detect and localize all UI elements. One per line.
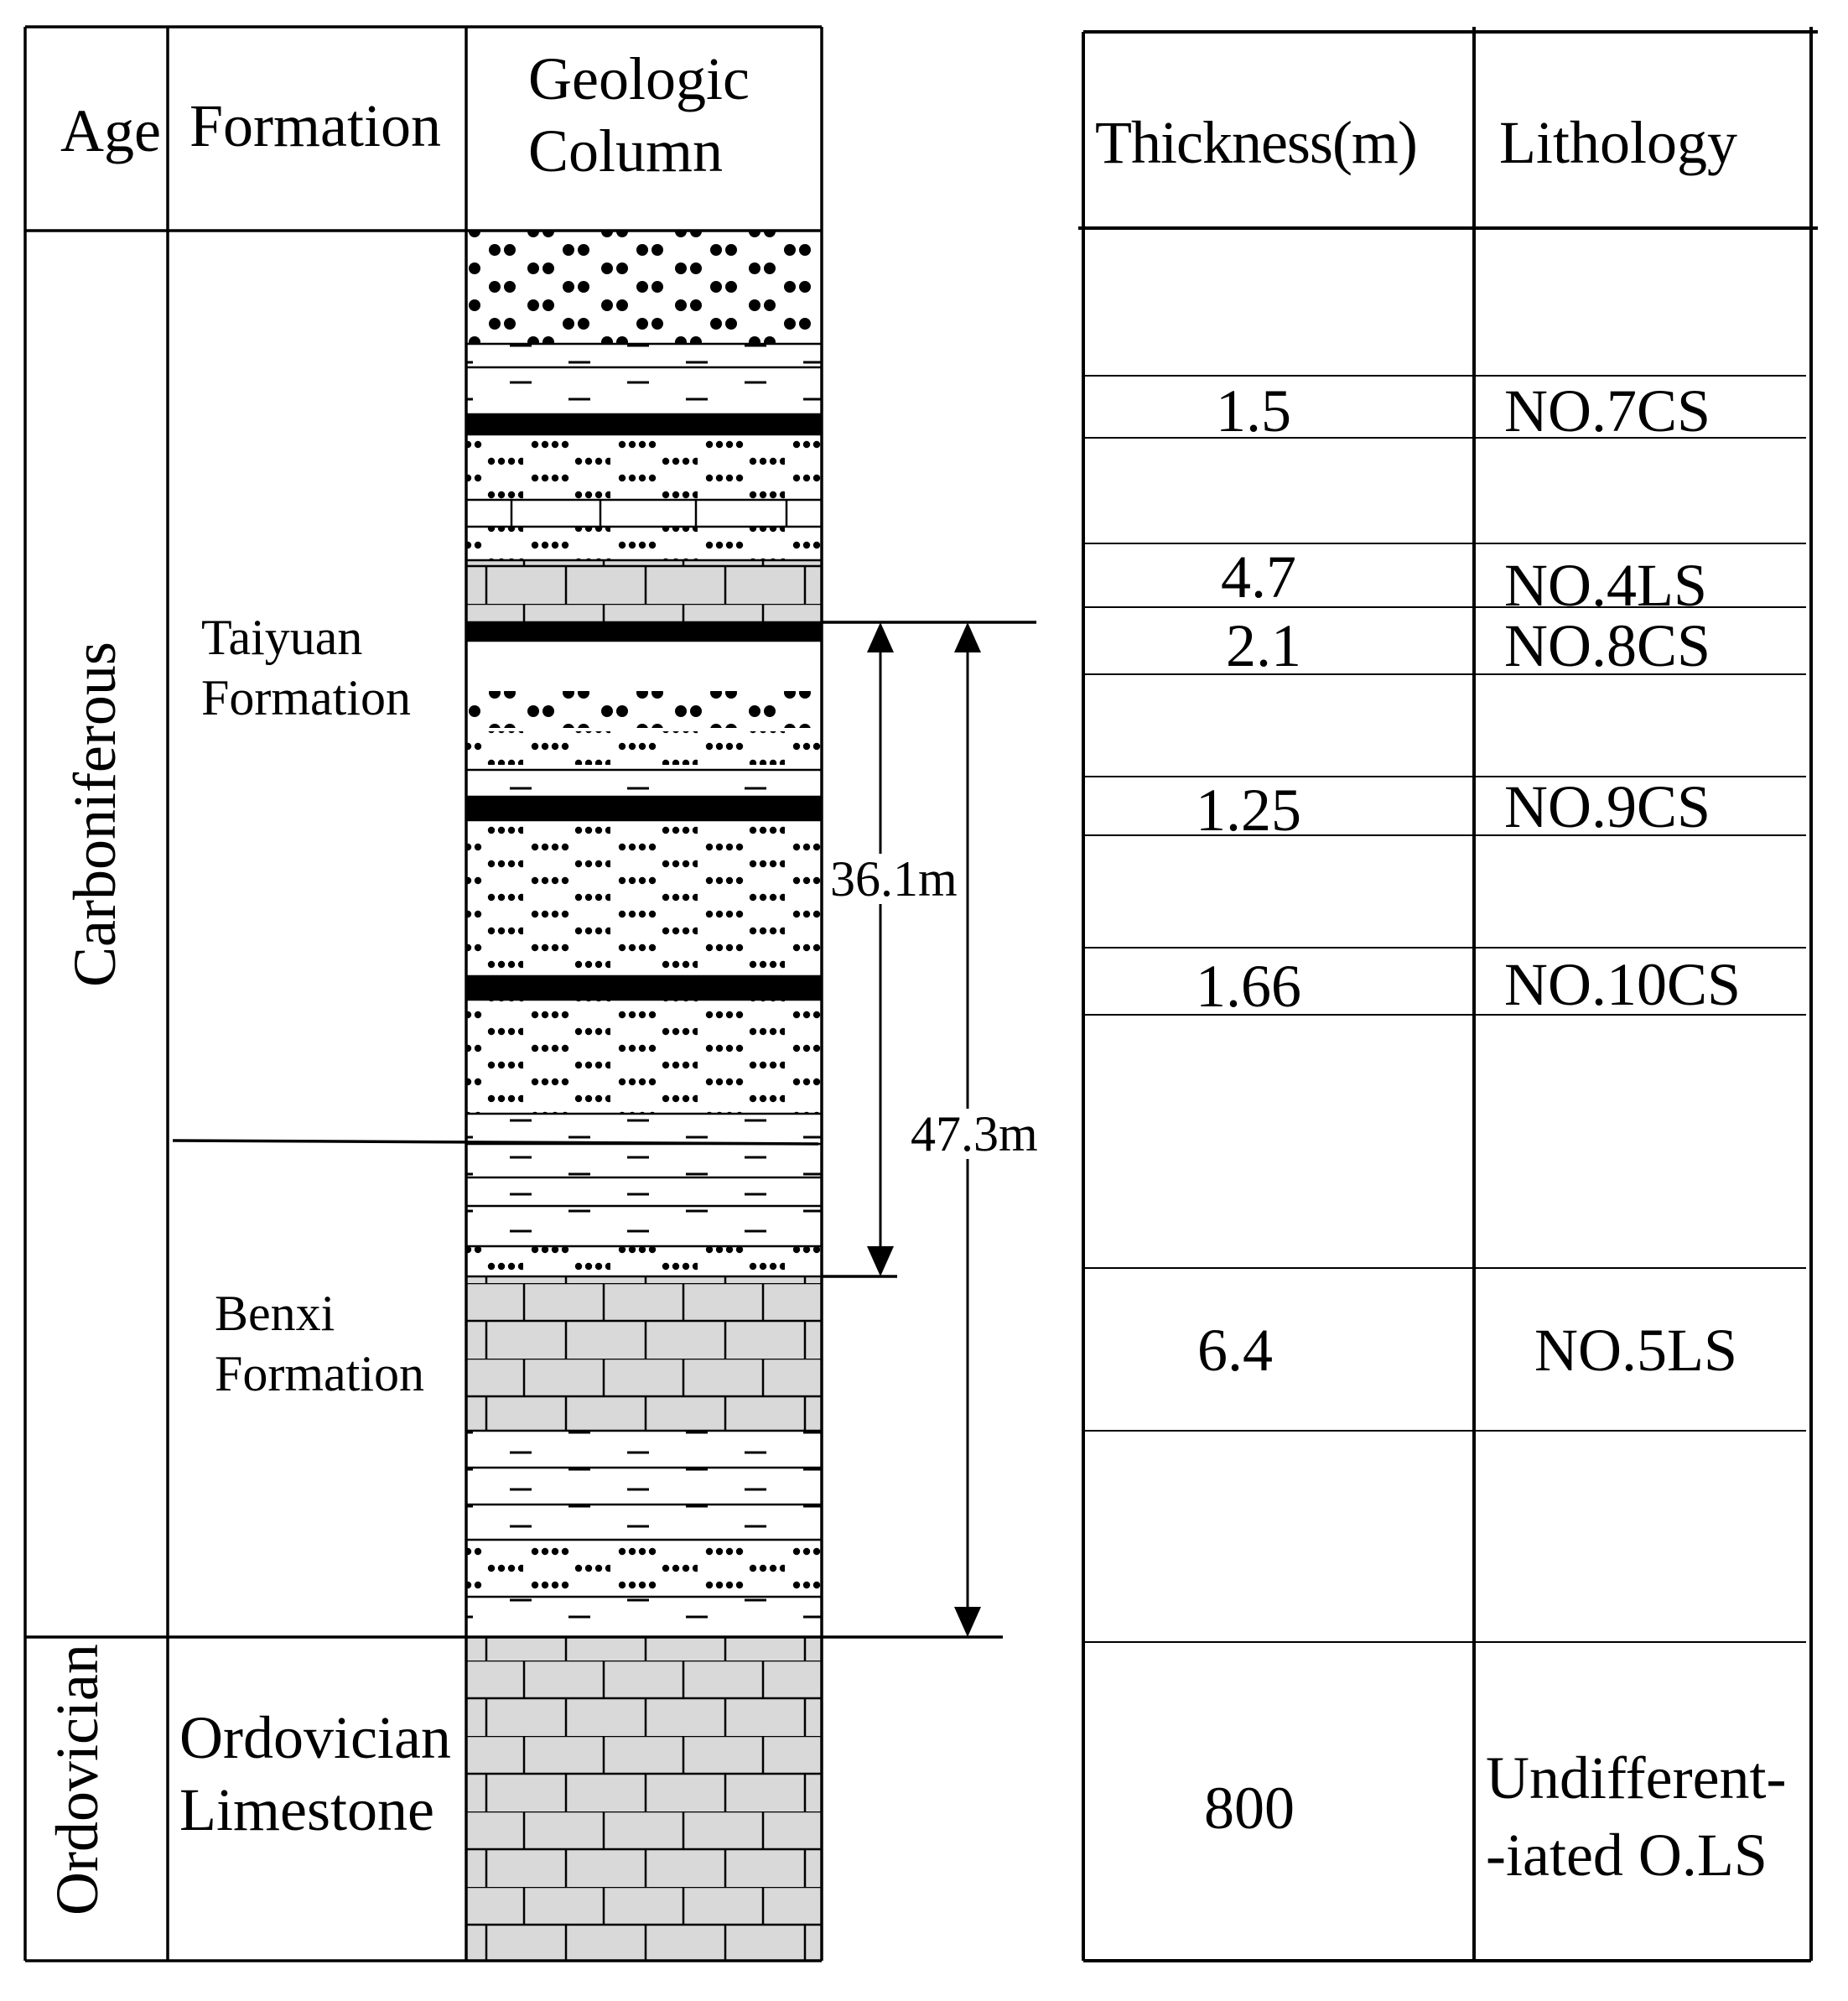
arrow-head-down bbox=[867, 1246, 894, 1276]
thickness-row-1: 1.5 bbox=[1216, 377, 1291, 444]
stratum-layer bbox=[466, 1276, 822, 1431]
stratum-layer bbox=[466, 1144, 822, 1177]
stratum-fill bbox=[466, 1246, 822, 1276]
stratum-layer bbox=[466, 1468, 822, 1505]
stratum-layer bbox=[466, 770, 822, 797]
stratum-layer bbox=[466, 976, 822, 1000]
thickness-row-2: 4.7 bbox=[1221, 543, 1296, 611]
stratum-layer bbox=[466, 367, 822, 414]
lithology-row-4: NO.9CS bbox=[1504, 773, 1711, 840]
stratum-fill bbox=[466, 1114, 822, 1144]
arrow-head-up bbox=[867, 622, 894, 652]
stratum-layer bbox=[466, 1177, 822, 1206]
header-lithology: Lithology bbox=[1499, 109, 1737, 176]
stratum-layer bbox=[466, 1206, 822, 1246]
stratum-layer bbox=[466, 622, 822, 641]
stratum-dots bbox=[466, 731, 822, 765]
stratum-layer bbox=[466, 1637, 822, 1961]
formation-ordovician-line1: Ordovician bbox=[179, 1704, 451, 1771]
interval-label-36: 36.1m bbox=[830, 851, 958, 907]
stratum-fill bbox=[466, 367, 822, 414]
stratum-layer bbox=[466, 1505, 822, 1540]
stratum-layer bbox=[466, 641, 822, 770]
stratum-layer bbox=[466, 820, 822, 976]
stratum-layer bbox=[466, 1597, 822, 1637]
stratum-fill bbox=[466, 797, 822, 820]
stratum-fill bbox=[466, 1637, 822, 1961]
stratum-fill bbox=[466, 622, 822, 641]
stratum-layer bbox=[466, 797, 822, 820]
interval-label-47: 47.3m bbox=[911, 1106, 1038, 1162]
thickness-row-6: 6.4 bbox=[1197, 1317, 1273, 1384]
stratum-fill bbox=[466, 414, 822, 434]
stratum-layer bbox=[466, 500, 822, 527]
stratum-layer bbox=[466, 231, 822, 344]
formation-benxi-line1: Benxi bbox=[215, 1286, 335, 1341]
stratum-layer bbox=[466, 1000, 822, 1114]
stratum-layer bbox=[466, 1114, 822, 1144]
lithology-row-5: NO.10CS bbox=[1504, 951, 1742, 1018]
stratum-layer bbox=[466, 1540, 822, 1597]
stratum-fill bbox=[466, 344, 822, 367]
stratum-fill bbox=[466, 1505, 822, 1540]
header-geologic-column-line2: Column bbox=[528, 117, 724, 185]
stratum-fill bbox=[466, 1597, 822, 1637]
stratum-fill bbox=[466, 1000, 822, 1114]
stratum-fill bbox=[466, 527, 822, 560]
formation-taiyuan-line2: Formation bbox=[201, 670, 411, 725]
stratum-dots bbox=[466, 691, 822, 728]
thickness-row-3: 2.1 bbox=[1226, 612, 1301, 679]
lithology-row-1: NO.7CS bbox=[1504, 377, 1711, 444]
stratum-layer bbox=[466, 434, 822, 500]
stratum-layer bbox=[466, 414, 822, 434]
formation-benxi-line2: Formation bbox=[215, 1346, 424, 1401]
lithology-row-7-line2: -iated O.LS bbox=[1486, 1822, 1768, 1889]
header-geologic-column-line1: Geologic bbox=[528, 45, 750, 112]
stratum-fill bbox=[466, 976, 822, 1000]
thickness-row-7: 800 bbox=[1204, 1775, 1295, 1842]
stratum-layer bbox=[466, 527, 822, 560]
stratum-fill bbox=[466, 1431, 822, 1468]
header-age: Age bbox=[60, 97, 161, 164]
header-formation: Formation bbox=[189, 92, 441, 159]
thickness-row-4: 1.25 bbox=[1196, 777, 1301, 844]
arrow-head-down bbox=[954, 1607, 981, 1637]
stratum-fill bbox=[466, 434, 822, 500]
formation-taiyuan-line1: Taiyuan bbox=[201, 610, 363, 665]
stratum-layer bbox=[466, 1431, 822, 1468]
stratum-fill bbox=[466, 1206, 822, 1246]
thickness-row-5: 1.66 bbox=[1196, 953, 1301, 1020]
lithology-row-6: NO.5LS bbox=[1534, 1317, 1738, 1384]
stratum-fill bbox=[466, 560, 822, 622]
formation-ordovician-line2: Limestone bbox=[179, 1776, 434, 1843]
age-carboniferous: Carboniferous bbox=[61, 642, 128, 987]
stratum-fill bbox=[466, 1468, 822, 1505]
stratum-fill bbox=[466, 1144, 822, 1177]
stratum-layer bbox=[466, 560, 822, 622]
stratum-layer bbox=[466, 1246, 822, 1276]
stratum-fill bbox=[466, 231, 822, 344]
stratum-fill bbox=[466, 1276, 822, 1431]
age-ordovician: Ordovician bbox=[44, 1644, 111, 1915]
lithology-row-7-line1: Undifferent- bbox=[1486, 1744, 1787, 1811]
arrow-head-up bbox=[954, 622, 981, 652]
stratum-fill bbox=[466, 820, 822, 976]
lithology-row-3: NO.8CS bbox=[1504, 612, 1711, 679]
interval-arrow-36 bbox=[867, 622, 894, 1276]
stratum-layer bbox=[466, 344, 822, 367]
stratum-fill bbox=[466, 1177, 822, 1206]
stratum-fill bbox=[466, 770, 822, 797]
lithology-row-2: NO.4LS bbox=[1504, 552, 1708, 619]
stratum-fill bbox=[466, 500, 822, 527]
header-thickness: Thickness(m) bbox=[1095, 109, 1417, 176]
stratum-fill bbox=[466, 1540, 822, 1597]
